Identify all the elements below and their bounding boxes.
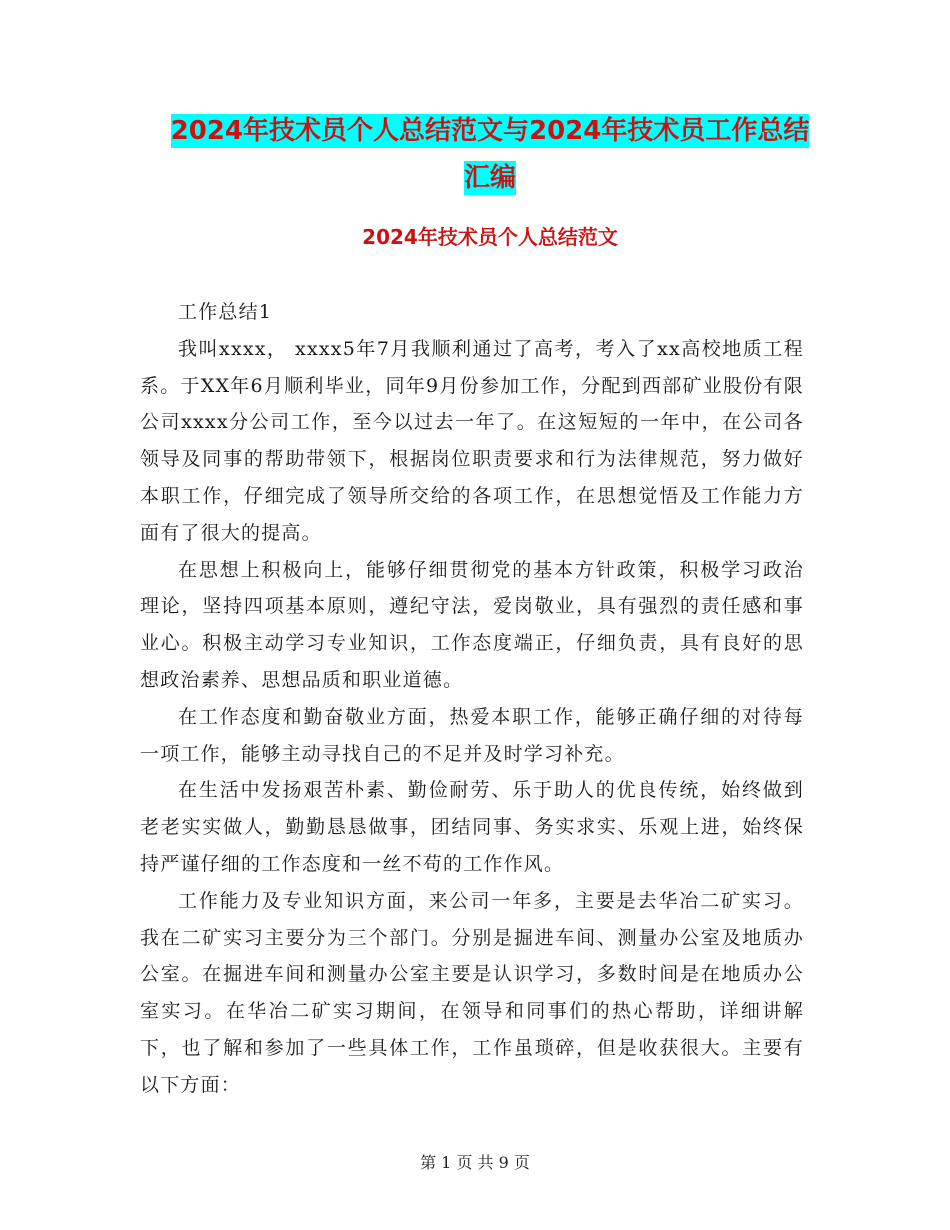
document-title-line-2: 汇编 [463,163,516,193]
document-title [140,108,840,202]
document-title-line-1: 2024年技术员个人总结范文与2024年技术员工作总结 [170,116,810,146]
paragraph-1: 我叫xxxx， xxxx5年7月我顺利通过了高考，考入了xx高校地质工程系。于XX年6月顺利毕业，同年9月份参加工作，分配到西部矿业股份有限公司xxxx分公司工作，至今以过去一年了。在这短短的一年中，在公司各领导及同事的帮助带领下，根据岗位职责要求和行为法律规范，努力做好本职工作，仔细完成了领导所交给的各项工作，在思想觉悟及工作能力方面有了很大的提高。 [140,337,804,544]
page-number-footer: 第 1 页 共 9 页 [420,1153,530,1172]
paragraph-3: 在工作态度和勤奋敬业方面，热爱本职工作，能够正确仔细的对待每一项工作，能够主动寻找自己的不足并及时学习补充。 [140,705,804,765]
paragraph-2: 在思想上积极向上，能够仔细贯彻党的基本方针政策，积极学习政治理论，坚持四项基本原则，遵纪守法，爱岗敬业，具有强烈的责任感和事业心。积极主动学习专业知识，工作态度端正，仔细负责，具有良好的思想政治素养、思想品质和职业道德。 [140,558,804,691]
subheading: 工作总结1 [178,301,273,323]
document-body [140,294,804,1104]
section-title: 2024年技术员个人总结范文 [362,225,618,249]
paragraph-5: 工作能力及专业知识方面，来公司一年多，主要是去华冶二矿实习。我在二矿实习主要分为三个部门。分别是掘进车间、测量办公室及地质办公室。在掘进车间和测量办公室主要是认识学习，多数时间是在地质办公室实习。在华冶二矿实习期间，在领导和同事们的热心帮助，详细讲解下，也了解和参加了一些具体工作，工作虽琐碎，但是收获很大。主要有以下方面： [140,889,804,1096]
paragraph-4: 在生活中发扬艰苦朴素、勤俭耐劳、乐于助人的优良传统，始终做到老老实实做人，勤勤恳恳做事，团结同事、务实求实、乐观上进，始终保持严谨仔细的工作态度和一丝不苟的工作作风。 [140,779,804,875]
